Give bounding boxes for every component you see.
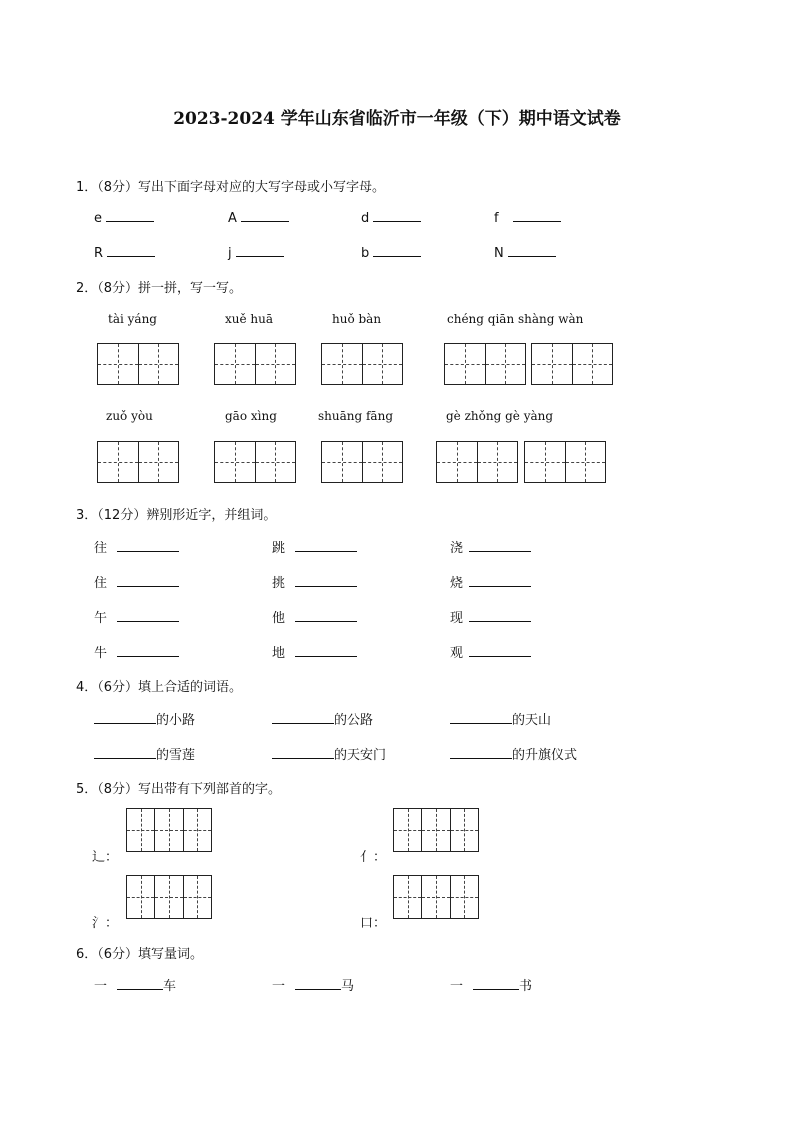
phrase-label: 的天山 [512, 713, 552, 728]
noun-label: 马 [341, 979, 355, 994]
letter-label: N [494, 246, 504, 261]
letter-label: d [361, 211, 370, 226]
radical-label: 口： [360, 916, 387, 931]
letter-item [228, 244, 284, 261]
noun-label: 书 [519, 979, 533, 994]
prefix-label: 一 [450, 979, 464, 994]
char-item [450, 572, 531, 591]
measure-word-item [94, 975, 176, 994]
phrase-label: 的天安门 [334, 748, 387, 763]
char-label: 观 [450, 646, 464, 661]
answer-blank[interactable] [295, 644, 357, 657]
answer-blank[interactable] [272, 746, 334, 759]
phrase-label: 的升旗仪式 [512, 748, 578, 763]
char-item [272, 537, 357, 556]
pinyin-label: tài yáng [108, 312, 157, 326]
writing-grid[interactable] [321, 441, 403, 483]
page-title: 2023-2024 学年山东省临沂市一年级（下）期中语文试卷 [173, 109, 621, 129]
answer-blank[interactable] [473, 977, 519, 990]
radical-label: 亻： [360, 850, 387, 865]
char-item [450, 642, 531, 661]
char-label: 跳 [272, 541, 286, 556]
char-item [450, 537, 531, 556]
letter-item [494, 209, 561, 226]
writing-grid[interactable] [393, 875, 479, 919]
question-6-heading: 6．（6分）填写量词。 [76, 947, 204, 962]
pinyin-label: gè zhǒng gè yàng [446, 409, 554, 423]
phrase-item [272, 709, 373, 728]
phrase-item [94, 709, 195, 728]
measure-word-item [272, 975, 354, 994]
phrase-label: 的雪莲 [156, 748, 196, 763]
answer-blank[interactable] [94, 711, 156, 724]
answer-blank[interactable] [469, 644, 531, 657]
letter-item [94, 209, 154, 226]
letter-item [494, 244, 556, 261]
answer-blank[interactable] [295, 977, 341, 990]
answer-blank[interactable] [508, 244, 556, 257]
answer-blank[interactable] [469, 574, 531, 587]
answer-blank[interactable] [94, 746, 156, 759]
letter-label: A [228, 211, 237, 226]
prefix-label: 一 [94, 979, 108, 994]
char-item [272, 607, 357, 626]
writing-grid[interactable] [97, 343, 179, 385]
char-item [272, 572, 357, 591]
phrase-item [450, 744, 577, 763]
answer-blank[interactable] [373, 244, 421, 257]
char-item [94, 537, 179, 556]
letter-item [361, 244, 421, 261]
pinyin-label: zuǒ yòu [106, 409, 153, 423]
question-5-heading: 5．（8分）写出带有下列部首的字。 [76, 782, 282, 797]
char-label: 午 [94, 611, 108, 626]
writing-grid[interactable] [444, 343, 526, 385]
letter-item [361, 209, 421, 226]
char-label: 浇 [450, 541, 464, 556]
phrase-label: 的小路 [156, 713, 196, 728]
char-item [272, 642, 357, 661]
char-label: 烧 [450, 576, 464, 591]
answer-blank[interactable] [295, 539, 357, 552]
phrase-item [272, 744, 386, 763]
answer-blank[interactable] [469, 609, 531, 622]
char-item [450, 607, 531, 626]
answer-blank[interactable] [450, 711, 512, 724]
char-label: 牛 [94, 646, 108, 661]
char-label: 住 [94, 576, 108, 591]
writing-grid[interactable] [214, 441, 296, 483]
pinyin-label: xuě huā [225, 312, 274, 326]
char-label: 往 [94, 541, 108, 556]
writing-grid[interactable] [321, 343, 403, 385]
writing-grid[interactable] [126, 875, 212, 919]
char-label: 地 [272, 646, 286, 661]
writing-grid[interactable] [97, 441, 179, 483]
letter-label: R [94, 246, 104, 261]
letter-item [228, 209, 289, 226]
writing-grid[interactable] [436, 441, 518, 483]
prefix-label: 一 [272, 979, 286, 994]
char-label: 现 [450, 611, 464, 626]
char-label: 他 [272, 611, 286, 626]
answer-blank[interactable] [117, 539, 179, 552]
measure-word-item [450, 975, 532, 994]
letter-label: f [494, 211, 499, 226]
question-2-heading: 2．（8分）拼一拼，写一写。 [76, 281, 243, 296]
answer-blank[interactable] [295, 609, 357, 622]
question-4-heading: 4．（6分）填上合适的词语。 [76, 680, 243, 695]
char-item [94, 607, 179, 626]
radical-label: 氵： [92, 916, 119, 931]
pinyin-label: shuāng fāng [318, 409, 393, 423]
answer-blank[interactable] [272, 711, 334, 724]
answer-blank[interactable] [295, 574, 357, 587]
pinyin-label: chéng qiān shàng wàn [447, 312, 584, 326]
writing-grid[interactable] [126, 808, 212, 852]
char-label: 挑 [272, 576, 286, 591]
letter-label: b [361, 246, 370, 261]
writing-grid[interactable] [524, 441, 606, 483]
pinyin-label: gāo xìng [225, 409, 277, 423]
char-item [94, 572, 179, 591]
writing-grid[interactable] [214, 343, 296, 385]
phrase-item [450, 709, 551, 728]
writing-grid[interactable] [531, 343, 613, 385]
phrase-label: 的公路 [334, 713, 374, 728]
answer-blank[interactable] [469, 539, 531, 552]
question-1-heading: 1．（8分）写出下面字母对应的大写字母或小写字母。 [76, 180, 386, 195]
letter-label: j [228, 246, 232, 261]
letter-item [94, 244, 155, 261]
answer-blank[interactable] [450, 746, 512, 759]
answer-blank[interactable] [117, 977, 163, 990]
answer-blank[interactable] [236, 244, 284, 257]
answer-blank[interactable] [117, 644, 179, 657]
answer-blank[interactable] [241, 209, 289, 222]
radical-label: 辶： [92, 850, 119, 865]
answer-blank[interactable] [107, 244, 155, 257]
answer-blank[interactable] [117, 574, 179, 587]
answer-blank[interactable] [106, 209, 154, 222]
question-3-heading: 3．（12分）辨别形近字，并组词。 [76, 508, 277, 523]
noun-label: 车 [163, 979, 177, 994]
char-item [94, 642, 179, 661]
answer-blank[interactable] [513, 209, 561, 222]
writing-grid[interactable] [393, 808, 479, 852]
phrase-item [94, 744, 195, 763]
pinyin-label: huǒ bàn [332, 312, 382, 326]
answer-blank[interactable] [117, 609, 179, 622]
answer-blank[interactable] [373, 209, 421, 222]
letter-label: e [94, 211, 102, 226]
